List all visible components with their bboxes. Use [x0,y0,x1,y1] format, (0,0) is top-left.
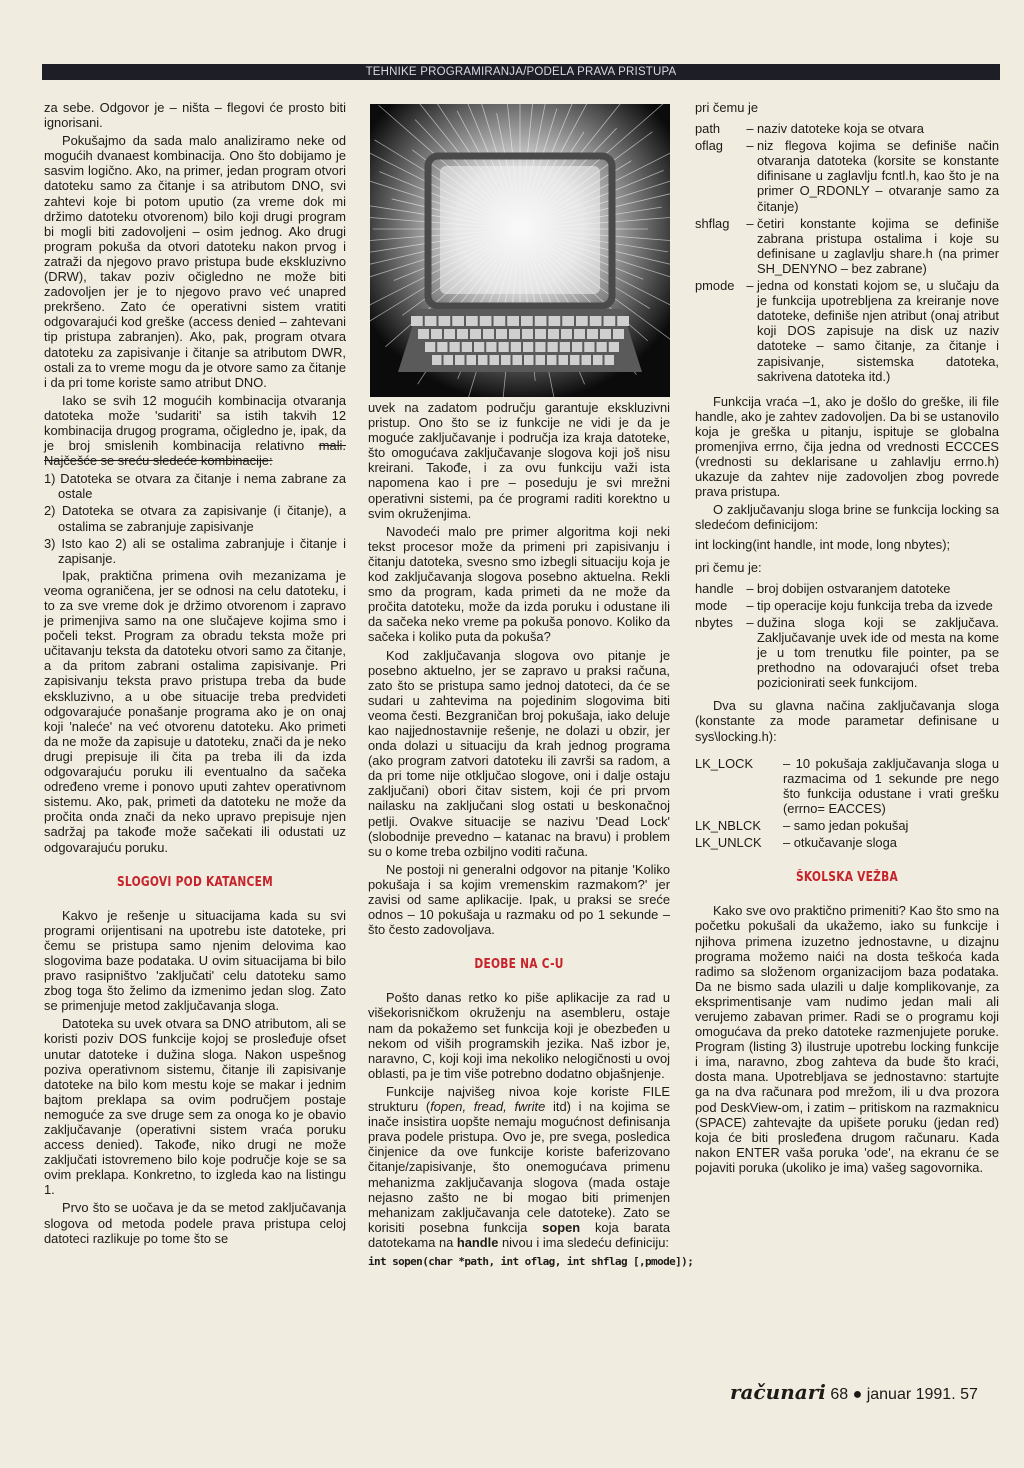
key [466,316,478,326]
definition-row [695,121,999,136]
struck-text: mali. Najčešće se sreću sledeće kombinacije: [44,438,346,469]
constant-desc: – otkučavanje sloga [783,835,897,851]
paragraph: Prvo što se uočava je da se metod zaključavanja slogova od metoda podele prava pristupa celoj datoteci razlikuje po tome što se [44,1200,346,1246]
key [587,329,598,339]
dash: – [746,580,754,596]
key [444,329,455,339]
key [548,329,559,339]
key [559,355,569,365]
text: itd) i na kojima se inače insistira uopšte nemaju mogućnost definisanja prava podele pristupa. Ovo je, pre svega, posledica činjenice da ove funkcije koriste baferizovano čitanje/zapisivanje, što onemogućava primenu mehanizma zaključavanja slogova (mada ostaje nejasno zašto ne bi mogao biti primenjen mehanizam zaključavanja cele datoteke). Zato se korisiti posebna funkcija [368,1099,670,1235]
key [490,355,500,365]
text: Funkcije najvišeg nivoa koje koriste FILE strukturu ( [368,1083,670,1115]
dash: – [746,215,754,231]
description: četiri konstante kojima se definiše zabrana pristupa ostalima i koje su definisane u zaglavlju share.h (na primer SH_DENYNO – bez zabrane) [757,215,999,276]
text-column-1 [44,100,346,1249]
term: pmode [695,278,735,294]
key [455,355,465,365]
bold-text: sopen [542,1219,581,1235]
definition-row [695,615,999,690]
key [494,316,506,326]
definition-row [695,216,999,276]
dash: – [746,597,754,613]
key [511,342,521,352]
prototype: int locking(int handle, int mode, long nbytes); [695,536,951,552]
dash: – [746,614,754,630]
key [549,316,561,326]
key [535,329,546,339]
paragraph-text: Iako se svih 12 mogućih kombinacija otvaranja datoteka može 'sudariti' sa istih takvih 12 kombinacija drugog programa, očigledno je, ipak, da je broj smislenih kombinacija relativno [44,392,346,454]
key [437,342,447,352]
definition-row [695,138,999,213]
computer-photo [370,104,670,397]
key [513,355,523,365]
paragraph: za sebe. Odgovor je – ništa – flegovi će prosto biti ignorisani. [44,100,346,131]
key [584,342,594,352]
constant-row [695,835,999,850]
paragraph: O zaključavanju sloga brine se funkcija locking sa sledećom definicijom: [695,502,999,533]
term: mode [695,597,728,613]
key [562,316,574,326]
section-header-bar: TEHNIKE PROGRAMIRANJA/PODELA PRAVA PRISTUPA [42,64,1000,80]
key [570,355,580,365]
key [535,316,547,326]
description: naziv datoteke koja se otvara [757,121,924,137]
page-footer [730,1380,1000,1404]
key [450,342,460,352]
paragraph: uvek na zadatom području garantuje ekskluzivni pristup. Ono što se iz funkcije ne vidi je da je moguće zaključavanje i područja iza kraja datoteke, što omogućava zaključavanje slogova koji još nisu kreirani. Takođe, i za ovu funkciju važi ista napomena kao i pre – poseduju je svi mrežni operativni sistemi, pa će programi raditi korektno u svim okruženjima. [368,400,670,521]
paragraph: Ne postoji ni generalni odgovor na pitanje 'Koliko pokušaja i sa kojim vremenskim razmakom?' jer zavisi od same aplikacije. Ipak, u praksi se sreće odnos – 10 pokušaja u razmaku od po 1 sekunde – što često zadovoljava. [368,861,670,938]
paragraph [368,1084,670,1250]
section-heading: ŠKOLSKA VEŽBA [795,870,899,886]
key [582,355,592,365]
key [521,316,533,326]
constant-row [695,756,999,816]
definition-row [695,598,999,613]
constant-desc: – 10 pokušaja zaključavanja sloga u razmacima od 1 sekunde pre nego što funkcija odustane i vrati grešku (errno= EACCES) [783,755,999,816]
key [431,329,442,339]
key [548,342,558,352]
key [536,355,546,365]
key [561,329,572,339]
key [483,329,494,339]
term: shflag [695,215,730,231]
key [576,316,588,326]
description: tip operacije koju funkcija treba da izvede [757,597,993,613]
term: oflag [695,138,723,154]
key [457,329,468,339]
key [522,329,533,339]
key [499,342,509,352]
key [462,342,472,352]
key [600,329,611,339]
definition-row [695,278,999,384]
constant-name: LK_NBLCK [695,818,761,834]
paragraph: Kako sve ovo praktično primeniti? Kao što smo na početku pokušali da ukažemo, iako su funkcije i njihova primena izuzetno jednostavne, u dizajnu programa možemo naići na dosta teškoća kada radimo sa složenom organizacijom baza podataka. Da ne bismo sada ulazili u dalje komplikovanje, za eksprimentisanje vam nudimo jedan mali ali verujemo zabavan primer. Radi se o programu koji omogućava da preko datoteke razmenjujete poruke. Program (listing 3) ilustruje upotrebu locking funkcije i ima, naravno, zbog zahteva da bude što kraći, dosta mana. Upotrebljava se jednostavno: startujte ga na dva računara pod mrežom, ili u dva prozora pod DeskView-om, i zatim – pritiskom na razmaknicu (SPACE) zahtevajte da upišete poruku (jedan red) koja će biti prosleđena drugom računaru. Kada nakon ENTER vaša poruka 'ode', na ekranu će se pojaviti poruka (ukoliko je ima) vašeg sagovornika. [695,903,999,1175]
computer-illustration [370,104,670,397]
key [524,355,534,365]
key [474,342,484,352]
definition-row [695,581,999,596]
key [560,342,570,352]
key [572,342,582,352]
paragraph [44,393,346,468]
key [425,342,435,352]
list-item: 1) Datoteka se otvara za čitanje i nema zabrane za ostale [44,471,346,502]
constant-row [695,818,999,833]
key [535,342,545,352]
key [597,342,607,352]
key [418,329,429,339]
paragraph: pri čemu je: [695,559,762,575]
key [486,342,496,352]
key [467,355,477,365]
key [425,316,437,326]
term: nbytes [695,614,733,630]
text: koja barata datotekama na [368,1219,670,1250]
bullet: ● [852,1386,863,1403]
text-column-3 [695,100,999,1178]
text: nivou i ima sledeću definiciju: [498,1234,669,1250]
key [613,329,624,339]
paragraph: Funkcija vraća –1, ako je došlo do greške, ili file handle, ako je zahtev zadovoljen. Da bi se ustanovilo koja je greška u pitanju, ispituje se globalna promenjiva errno, čija jedna od vrednosti ECCCES (vrednosti su deklarisane u zahlavlju errno.h) ukazuje da zahtev nije zadovoljen zbog povrede prava pristupa. [695,393,999,500]
description: niz flegova kojima se definiše način otvaranja datoteka (korsite se konstante difinisane u zaglavlju fcntl.h, kao što je na primer O_RDONLY – otvaranje samo za čitanje) [757,138,999,214]
key [496,329,507,339]
key [507,316,519,326]
dash: – [746,278,754,294]
text-column-2 [368,400,694,1269]
key [432,355,442,365]
paragraph: Dva su glavna načina zaključavanja sloga (konstante za mode parametar definisane u sys\locking.h): [695,698,999,744]
key [604,316,616,326]
term: handle [695,580,734,596]
key [480,316,492,326]
section-heading: SLOGOVI POD KATANCEM [117,874,273,890]
issue-number: 68 [830,1386,849,1403]
constant-name: LK_UNLCK [695,835,762,851]
key [590,316,602,326]
description: dužina sloga koji se zaključava. Zaključavanje uvek ide od mesta na kome je u tom trenutku file pointer, pa se prethodno na odovarajući ofset treba pozicionirati seek funkcijom. [757,614,999,691]
paragraph: Kod zaključavanja slogova ovo pitanje je posebno aktuelno, jer se zapravo u praksi računa, zato što se pristupa samo jednoj datoteci, da će se sudari u zahtevima na pojedinim slogovima biti veoma česti. Bezgraničan broj pokušaja, iako deluje kao najjednostavnije rešenje, ne dolazi u obzir, jer onda dolazi u situaciju da krah jednog programa (ako program zatvori datoteku ili završi sa radom, a da pri tome nije otključao slogove, oni i dalje ostaju zaključani) obori čitav sistem, koji će pri prvom nailasku na zaključani slog ostati u beskonačnoj petlji. Ovakve situacije se nazivu 'Dead Lock' (slobodnije prevedno – katanac na bravu) i problem su o kome treba ozbiljno voditi računa. [368,647,670,859]
page-number: 57 [960,1386,978,1403]
bold-text: handle [456,1234,499,1250]
key [609,342,619,352]
paragraph: Pošto danas retko ko piše aplikacije za rad u višekorisničkom okruženju na asembleru, ostaje nam da pokažemo set funkcija koji je obezbeđen u nekom od viših programskih jezika. Naš izbor je, naravno, C, koji koji ima nekoliko nelogičnosti u ovoj oblasti, pa je tim više potrebno dodatno objašnjenje. [368,990,670,1081]
issue-date: januar 1991. [866,1386,956,1403]
key [452,316,464,326]
key [501,355,511,365]
key [439,316,451,326]
key [444,355,454,365]
italic-text: fopen, fread, fwrite [430,1099,546,1115]
paragraph: Navodeći malo pre primer algoritma koji neki tekst procesor može da primeni pri zapisivanju i čitanju datoteka, svesno smo izbegli situaciju koja je kod zaključavanja slogova posebno aktuelna. Rekli smo da program, kada primeti da ne može da pročita datoteku, može da izda poruku i odustane ili da sačeka neko vreme pa pokuša ponovo. Koliko da sačeka i koliko puta da pokuša? [368,523,670,645]
key [605,355,615,365]
paragraph: pri čemu je [695,100,759,115]
key [523,342,533,352]
key [411,316,423,326]
constant-name: LK_LOCK [695,755,754,771]
description: broj dobijen ostvaranjem datoteke [757,580,951,596]
key [617,316,629,326]
list-item: 3) Isto kao 2) ali se ostalima zabranjuje i čitanje i zapisanje. [44,535,346,566]
key [574,329,585,339]
key [593,355,603,365]
paragraph: Ipak, praktična primena ovih mezanizama je veoma ograničena, jer se odnosi na celu datoteku, i to za sve vreme dok je držimo otvorenom i zapravo je primenjiva samo na one slučajeve kojima smo i počeli tekst. Program za obradu teksta može pri učitavanju teksta da datoteku otvori samo za čitanje, a da pritom zabrani ostalima zapisivanje. Pri zapisivanju teksta pravo pristupa treba da bude ekskluzivno, a u obe situacije treba predvideti odgovarajuće ponašanje programa ako je on onaj koji 'naleće' na već otvorenu datoteku. Ako primeti da ne može da zapisuje u datoteku, znači da je neko drugi prepisuje ili čita pa treba ili da izda odgovarajuću poruku ili eventualno da sačeka određeno vreme i ponovo uputi zahtev operativnom sistemu. Ako, pak, primeti da datoteku ne može da pročita onda znači da neko upravo prepisuje njen sadržaj pa takođe može sačekati ili odustati uz odgovarajuću poruku. [44,567,346,855]
dash: – [746,138,754,154]
dash: – [746,121,754,137]
list-item: 2) Datoteka se otvara za zapisivanje (i čitanje), a ostalima se zabranjuje zapisivanje [44,503,346,534]
paragraph: Kakvo je rešenje u situacijama kada su svi programi orijentisani na upotrebu iste datoteke, pri čemu se pristupa samo njenim delovima kao slogovima baze podataka. U ovim situacijama bi bilo pravo rasipništvo 'zaključati' celu datoteku samo zbog toga što želimo da izmenimo jedan slog. Zato se primenjuje metod zaključavanja sloga. [44,907,346,1014]
magazine-logo: računari [730,1380,826,1404]
key [509,329,520,339]
code-definition: int sopen(char *path, int oflag, int shflag [,pmode]); [368,1254,694,1268]
paragraph: Pokušajmo da sada malo analiziramo neke od mogućih dvanaest kombinacija. Ono što dobijamo je sasvim logično. Ako, na primer, jedan program otvori datoteku samo za čitanje i sa atributom DNO, svi zahtevi koje bi potom uputio (za vreme dok mi držimo datoteku otvorenom) bilo koji drugi program bi mogli biti zadovoljeni – osim jednog. Ako drugi program pokuša da otvori datoteku nakon prvog i zatraži da njegovo pravo pristupa bude ekskluzivno (DRW), takav poziv očigledno ne može biti zadovoljen jer je to njegovo pravo već unapred prekršeno. Zato će operativni sistem vratiti odgovarajući kod greške (access denied – zahtevani tip pristupa zabranjen). Ako, pak, program otvara datoteku za zapisivanje i čitanje sa atributom DWR, ostali za to vreme mogu da je otvore samo za čitanje i da pri tome koriste samo atribut DNO. [44,133,346,390]
description: jedna od konstati kojom se, u slučaju da je funkcija upotrebljena za kreiranje nove datoteke, definiše njen atribut (onaj atribut koji DOS zapisuje na disk uz naziv datoteke – samo čitanje, za čitanje i zapisivanje, sistemska datoteka, sakrivena datoteka itd.) [757,278,999,384]
key [478,355,488,365]
constant-desc: – samo jedan pokušaj [783,818,909,834]
term: path [695,121,721,137]
paragraph: Datoteka su uvek otvara sa DNO atributom, ali se koristi poziv DOS funkcije kojoj se prosleđuje ofset unutar datoteke i dužina sloga. Nakon uspešnog poziva operativnom sistemu, čitanje ili zapisivanje datoteke na bilo kom mestu koje se makar i jednim bajtom preklapa sa ovim područjem postaje nemoguće za sve druge sem za onoga ko je obavio zaključavanje (operativni sistem vraća poruku access denied). Takođe, niko drugi ne može zaključati istovremeno bilo koje područje koje se sa ovim preklapa. Konkretno, to izgleda kao na listingu 1. [44,1016,346,1198]
key [470,329,481,339]
section-heading: DEOBE NA C-U [474,957,564,973]
key [547,355,557,365]
